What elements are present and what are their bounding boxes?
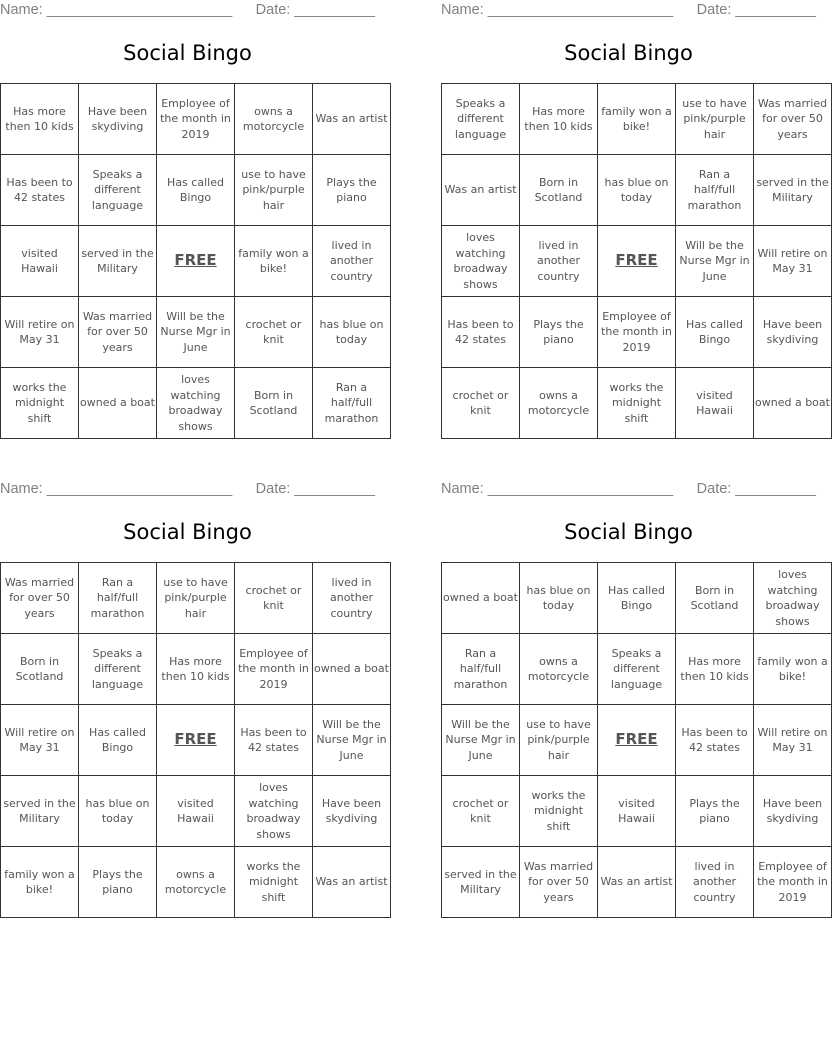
bingo-grid <box>441 83 832 439</box>
bingo-cell: Ran a half/full marathon <box>79 563 157 634</box>
bingo-cell: Born in Scotland <box>520 155 598 226</box>
bingo-cell: owns a motorcycle <box>520 368 598 439</box>
bingo-cell: family won a bike! <box>754 634 832 705</box>
bingo-grid <box>0 562 391 918</box>
bingo-cell: Was married for over 50 years <box>520 847 598 918</box>
card-title: Social Bingo <box>564 520 693 544</box>
bingo-row <box>442 368 832 439</box>
bingo-row <box>442 776 832 847</box>
bingo-row <box>1 226 391 297</box>
bingo-cell: Plays the piano <box>520 297 598 368</box>
bingo-cell: crochet or knit <box>442 776 520 847</box>
bingo-cell: Speaks a different language <box>598 634 676 705</box>
bingo-cell: served in the Military <box>754 155 832 226</box>
bingo-row <box>442 84 832 155</box>
bingo-cell: owned a boat <box>313 634 391 705</box>
name-field-label: Name: _______________________ <box>441 2 674 18</box>
name-date-line <box>441 2 816 22</box>
bingo-cell: Employee of the month in 2019 <box>754 847 832 918</box>
bingo-cell: lived in another country <box>313 226 391 297</box>
bingo-cell: Plays the piano <box>676 776 754 847</box>
bingo-cell: Will retire on May 31 <box>754 226 832 297</box>
bingo-cell: works the midnight shift <box>1 368 79 439</box>
bingo-cell: Has more then 10 kids <box>157 634 235 705</box>
bingo-cell: Employee of the month in 2019 <box>598 297 676 368</box>
bingo-cell: Will be the Nurse Mgr in June <box>157 297 235 368</box>
bingo-cell: Was married for over 50 years <box>79 297 157 368</box>
bingo-cell: Have been skydiving <box>79 84 157 155</box>
bingo-cell: Speaks a different language <box>79 155 157 226</box>
bingo-row <box>1 634 391 705</box>
free-cell: FREE <box>157 705 235 776</box>
bingo-cell: served in the Military <box>79 226 157 297</box>
bingo-cell: Has called Bingo <box>598 563 676 634</box>
bingo-row <box>1 705 391 776</box>
card-title: Social Bingo <box>123 41 252 65</box>
bingo-cell: works the midnight shift <box>598 368 676 439</box>
bingo-cell: Has more then 10 kids <box>676 634 754 705</box>
bingo-cell: use to have pink/purple hair <box>676 84 754 155</box>
bingo-cell: Ran a half/full marathon <box>676 155 754 226</box>
bingo-card-1 <box>0 0 388 440</box>
name-field-label: Name: _______________________ <box>441 481 674 497</box>
bingo-row <box>442 563 832 634</box>
free-cell: FREE <box>598 705 676 776</box>
bingo-cell: Has been to 42 states <box>235 705 313 776</box>
free-cell: FREE <box>157 226 235 297</box>
bingo-row <box>1 847 391 918</box>
bingo-cell: lived in another country <box>676 847 754 918</box>
bingo-cell: use to have pink/purple hair <box>157 563 235 634</box>
bingo-cell: Has more then 10 kids <box>520 84 598 155</box>
bingo-cell: Speaks a different language <box>442 84 520 155</box>
bingo-cell: served in the Military <box>1 776 79 847</box>
date-field-label: Date: __________ <box>255 2 375 18</box>
bingo-row <box>1 155 391 226</box>
bingo-card-3 <box>0 479 389 919</box>
bingo-cell: has blue on today <box>598 155 676 226</box>
bingo-card-4 <box>441 479 828 919</box>
bingo-cell: served in the Military <box>442 847 520 918</box>
bingo-cell: Will retire on May 31 <box>1 297 79 368</box>
bingo-cell: Will be the Nurse Mgr in June <box>313 705 391 776</box>
bingo-cell: Employee of the month in 2019 <box>157 84 235 155</box>
name-date-line <box>0 2 375 22</box>
bingo-cell: Will retire on May 31 <box>754 705 832 776</box>
bingo-cell: visited Hawaii <box>598 776 676 847</box>
bingo-cell: Was an artist <box>313 847 391 918</box>
bingo-row <box>442 634 832 705</box>
bingo-cell: crochet or knit <box>442 368 520 439</box>
bingo-cell: has blue on today <box>79 776 157 847</box>
date-field-label: Date: __________ <box>696 2 816 18</box>
bingo-cell: owns a motorcycle <box>235 84 313 155</box>
bingo-cell: Ran a half/full marathon <box>442 634 520 705</box>
card-title: Social Bingo <box>564 41 693 65</box>
name-field-label: Name: _______________________ <box>0 2 233 18</box>
bingo-cell: Was an artist <box>598 847 676 918</box>
bingo-cell: Born in Scotland <box>1 634 79 705</box>
bingo-row <box>442 297 832 368</box>
bingo-cell: Have been skydiving <box>313 776 391 847</box>
bingo-cell: Has called Bingo <box>79 705 157 776</box>
bingo-cell: use to have pink/purple hair <box>235 155 313 226</box>
bingo-grid <box>441 562 832 918</box>
bingo-cell: Employee of the month in 2019 <box>235 634 313 705</box>
name-field-label: Name: _______________________ <box>0 481 233 497</box>
bingo-cell: crochet or knit <box>235 297 313 368</box>
bingo-cell: lived in another country <box>520 226 598 297</box>
bingo-cell: Have been skydiving <box>754 297 832 368</box>
bingo-row <box>1 776 391 847</box>
bingo-cell: family won a bike! <box>598 84 676 155</box>
bingo-row <box>1 368 391 439</box>
bingo-cell: Will retire on May 31 <box>1 705 79 776</box>
bingo-grid <box>0 83 391 439</box>
bingo-cell: Plays the piano <box>79 847 157 918</box>
bingo-cell: Speaks a different language <box>79 634 157 705</box>
bingo-row <box>442 705 832 776</box>
bingo-row <box>1 563 391 634</box>
bingo-cell: Was married for over 50 years <box>754 84 832 155</box>
bingo-cell: loves watching broadway shows <box>235 776 313 847</box>
bingo-cell: loves watching broadway shows <box>442 226 520 297</box>
bingo-cell: owns a motorcycle <box>157 847 235 918</box>
bingo-cell: loves watching broadway shows <box>157 368 235 439</box>
bingo-cell: Ran a half/full marathon <box>313 368 391 439</box>
bingo-cell: Will be the Nurse Mgr in June <box>676 226 754 297</box>
bingo-row <box>442 847 832 918</box>
bingo-cell: works the midnight shift <box>235 847 313 918</box>
bingo-cell: crochet or knit <box>235 563 313 634</box>
bingo-cell: family won a bike! <box>1 847 79 918</box>
bingo-cell: Have been skydiving <box>754 776 832 847</box>
bingo-row <box>442 155 832 226</box>
bingo-cell: owned a boat <box>79 368 157 439</box>
bingo-cell: use to have pink/purple hair <box>520 705 598 776</box>
bingo-cell: visited Hawaii <box>676 368 754 439</box>
bingo-cell: visited Hawaii <box>1 226 79 297</box>
bingo-cell: has blue on today <box>520 563 598 634</box>
bingo-cell: family won a bike! <box>235 226 313 297</box>
bingo-cell: Has more then 10 kids <box>1 84 79 155</box>
bingo-row <box>1 84 391 155</box>
name-date-line <box>0 481 375 501</box>
bingo-cell: owns a motorcycle <box>520 634 598 705</box>
bingo-cell: owned a boat <box>442 563 520 634</box>
bingo-cell: owned a boat <box>754 368 832 439</box>
bingo-card-2 <box>441 0 830 440</box>
bingo-cell: has blue on today <box>313 297 391 368</box>
bingo-row <box>442 226 832 297</box>
date-field-label: Date: __________ <box>255 481 375 497</box>
bingo-cell: visited Hawaii <box>157 776 235 847</box>
bingo-cell: Will be the Nurse Mgr in June <box>442 705 520 776</box>
bingo-cell: Has been to 42 states <box>676 705 754 776</box>
date-field-label: Date: __________ <box>696 481 816 497</box>
name-date-line <box>441 481 816 501</box>
bingo-cell: Born in Scotland <box>235 368 313 439</box>
bingo-cell: Was an artist <box>442 155 520 226</box>
bingo-cell: works the midnight shift <box>520 776 598 847</box>
bingo-cell: Born in Scotland <box>676 563 754 634</box>
bingo-cell: Was an artist <box>313 84 391 155</box>
bingo-cell: Was married for over 50 years <box>1 563 79 634</box>
bingo-cell: lived in another country <box>313 563 391 634</box>
bingo-row <box>1 297 391 368</box>
card-title: Social Bingo <box>123 520 252 544</box>
bingo-cell: Has been to 42 states <box>442 297 520 368</box>
bingo-cell: loves watching broadway shows <box>754 563 832 634</box>
free-cell: FREE <box>598 226 676 297</box>
bingo-cell: Has called Bingo <box>157 155 235 226</box>
bingo-cell: Has called Bingo <box>676 297 754 368</box>
bingo-cell: Plays the piano <box>313 155 391 226</box>
bingo-cell: Has been to 42 states <box>1 155 79 226</box>
